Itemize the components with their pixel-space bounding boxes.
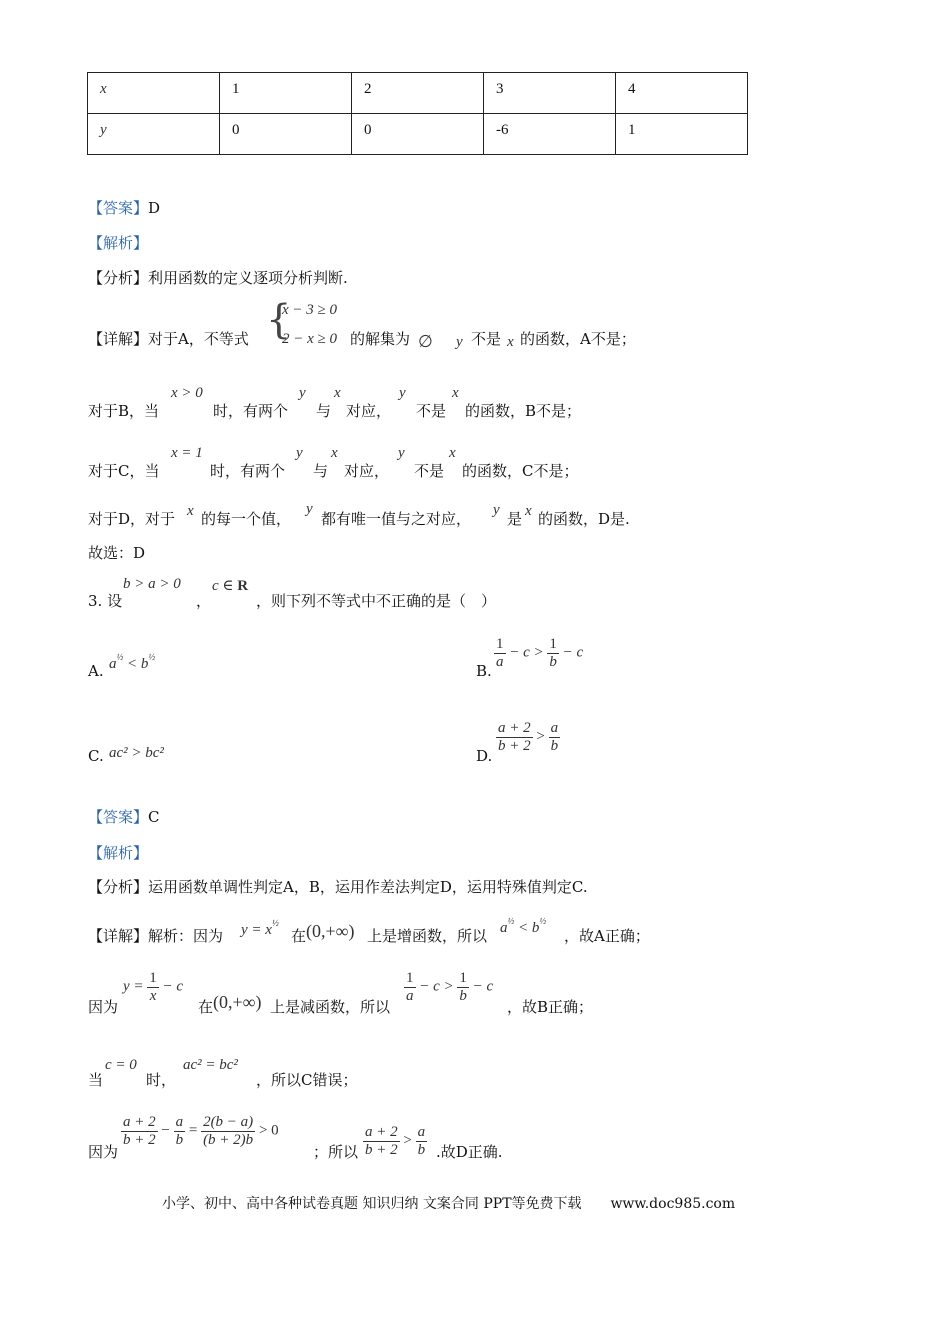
l4-ineq: $\frac{a + 2}{b + 2}$ > $\frac{a}{b}$ [365, 1124, 426, 1158]
q3-cond1: b > a > 0 [123, 576, 181, 592]
table-cell: -6 [484, 114, 616, 155]
q3-fenxi-line [88, 876, 588, 897]
var-y: y [493, 502, 500, 518]
footer-text: 小学、初中、高中各种试卷真题 知识归纳 文案合同 PPT等免费下载 [162, 1196, 582, 1212]
detail-b-notis: 不是 [416, 402, 447, 420]
q2-fenxi-line [88, 267, 348, 288]
interval: (0,+∞) [306, 921, 355, 941]
q2-detail-a-prefix [88, 328, 249, 349]
answer-tag: 【答案】 [88, 808, 149, 826]
answer-value: C [148, 808, 160, 826]
footer [162, 1193, 735, 1213]
detail-b-yu: 与 [316, 402, 332, 420]
var-x: x [187, 503, 194, 519]
fenxi-text: 运用函数单调性判定A，B，运用作差法判定D，运用特殊值判定C. [148, 878, 588, 896]
q2-answer-line [88, 197, 160, 218]
fenxi-tag: 【分析】 [88, 269, 149, 287]
detail-c-mid1: 时，有两个 [210, 462, 286, 480]
analysis-tag: 【解析】 [88, 234, 149, 252]
analysis-tag: 【解析】 [88, 844, 149, 862]
detail-b-mid2: 对应， [346, 402, 392, 420]
var-y: y [296, 445, 303, 461]
interval: (0,+∞) [213, 992, 262, 1012]
detail-d-mid2: 都有唯一值与之对应， [321, 510, 472, 528]
detail-b-mid1: 时，有两个 [213, 402, 289, 420]
q3-stem-pre: 3. 设 [88, 592, 123, 610]
var-x: x [449, 445, 456, 461]
detail-c-notis: 不是 [414, 462, 445, 480]
detail-c-mid2: 对应， [344, 462, 390, 480]
l1-ineq: $a^{\frac{1}{2}} < b^{\frac{1}{2}}$ [500, 916, 547, 936]
empty-set: ∅ [418, 332, 433, 351]
l3-cond: c = 0 [105, 1057, 137, 1073]
table-cell: 0 [352, 114, 484, 155]
q3-answer-line [88, 806, 160, 827]
l1-mid2: 上是增函数，所以 [367, 927, 488, 945]
detail-b-post: 的函数，B不是； [465, 402, 582, 420]
l2-post: ，故B正确； [507, 998, 594, 1016]
detail-d-pre: 对于D，对于 [88, 510, 176, 528]
l2-ineq: $\frac{1}{a}$ − c > $\frac{1}{b}$ − c [406, 970, 494, 1004]
table-cell: 2 [352, 73, 484, 114]
option-c-label: C. [88, 747, 104, 765]
answer-tag: 【答案】 [88, 199, 149, 217]
detail-a-text: 对于A，不等式 [148, 330, 249, 348]
option-a-expr: $a^{\frac{1}{2}} < b^{\frac{1}{2}}$ [109, 652, 156, 672]
detail-b-pre: 对于B，当 [88, 402, 160, 420]
option-d-label: D. [476, 747, 493, 765]
var-x: x [507, 334, 514, 350]
fenxi-text: 利用函数的定义逐项分析判断. [148, 269, 348, 287]
option-c-expr: ac² > bc² [109, 745, 164, 761]
q3-cond2: c ∈ R [212, 578, 249, 594]
var-y: y [399, 385, 406, 401]
detail-d-mid1: 的每一个值， [201, 510, 292, 528]
row-header-x: x [88, 73, 220, 114]
l3-pre: 当 [88, 1071, 104, 1089]
detail-c-pre: 对于C，当 [88, 462, 160, 480]
cond-c: x = 1 [171, 445, 203, 461]
footer-url[interactable]: www.doc985.com [610, 1196, 736, 1212]
table-cell: 1 [616, 114, 748, 155]
system-brace: { [266, 297, 292, 343]
table-row [88, 73, 748, 114]
l2-mid2: 上是减函数，所以 [270, 998, 391, 1016]
l3-mid: 时， [146, 1071, 177, 1089]
q3-detail-l1-pre [88, 925, 223, 946]
func-recip: y = $\frac{1}{x}$ − c [123, 970, 184, 1004]
table-cell: 1 [220, 73, 352, 114]
answer-value: D [148, 199, 161, 217]
func-power: $y = x^{\frac{1}{2}}$ [241, 918, 279, 938]
option-b-expr: $\frac{1}{a}$ − c > $\frac{1}{b}$ − c [496, 636, 584, 670]
cond-b: x > 0 [171, 385, 203, 401]
l3-post: ，所以C错误； [256, 1071, 358, 1089]
table-cell: 3 [484, 73, 616, 114]
xy-table [87, 72, 748, 155]
system-line-1: x − 3 ≥ 0 [282, 302, 338, 318]
l4-post: .故D正确. [436, 1143, 503, 1161]
l2-pre: 因为 [88, 998, 119, 1016]
l2-mid: 在 [198, 998, 214, 1016]
l4-diff: $\frac{a + 2}{b + 2}$ − $\frac{a}{b}$ = $\frac{2(b - a)}{(b + 2)b}$ > 0 [123, 1114, 279, 1148]
detail-c-yu: 与 [313, 462, 329, 480]
detail-text: 解析：因为 [148, 927, 224, 945]
option-b-label: B. [476, 662, 492, 680]
var-x: x [525, 503, 532, 519]
l4-pre: 因为 [88, 1143, 119, 1161]
l4-mid: ；所以 [313, 1143, 359, 1161]
detail-d-is: 是 [507, 510, 523, 528]
l1-post: ，故A正确； [564, 927, 650, 945]
var-x: x [334, 385, 341, 401]
option-d-expr: $\frac{a + 2}{b + 2}$ > $\frac{a}{b}$ [498, 720, 559, 754]
var-x: x [452, 385, 459, 401]
table-cell: 0 [220, 114, 352, 155]
q2-conclusion: 故选：D [88, 544, 146, 562]
detail-a-mid: 的解集为 [350, 330, 411, 348]
q3-comma: ， [196, 592, 212, 610]
detail-a-notis: 不是 [471, 330, 502, 348]
l3-expr: ac² = bc² [183, 1057, 238, 1073]
q3-stem-post: ，则下列不等式中不正确的是（ ） [256, 592, 497, 610]
fenxi-tag: 【分析】 [88, 878, 149, 896]
table-cell: 4 [616, 73, 748, 114]
var-y: y [456, 334, 463, 350]
row-header-y: y [88, 114, 220, 155]
detail-a-post: 的函数，A不是； [520, 330, 636, 348]
table-row [88, 114, 748, 155]
var-y: y [306, 501, 313, 517]
var-x: x [331, 445, 338, 461]
detail-tag: 【详解】 [88, 330, 149, 348]
l1-mid: 在 [291, 927, 307, 945]
detail-d-post: 的函数，D是. [538, 510, 630, 528]
option-a-label: A. [88, 662, 104, 680]
var-y: y [398, 445, 405, 461]
detail-tag: 【详解】 [88, 927, 149, 945]
system-line-2: 2 − x ≥ 0 [282, 331, 338, 347]
detail-c-post: 的函数，C不是； [462, 462, 579, 480]
reals-symbol: R [237, 578, 249, 594]
var-y: y [299, 385, 306, 401]
